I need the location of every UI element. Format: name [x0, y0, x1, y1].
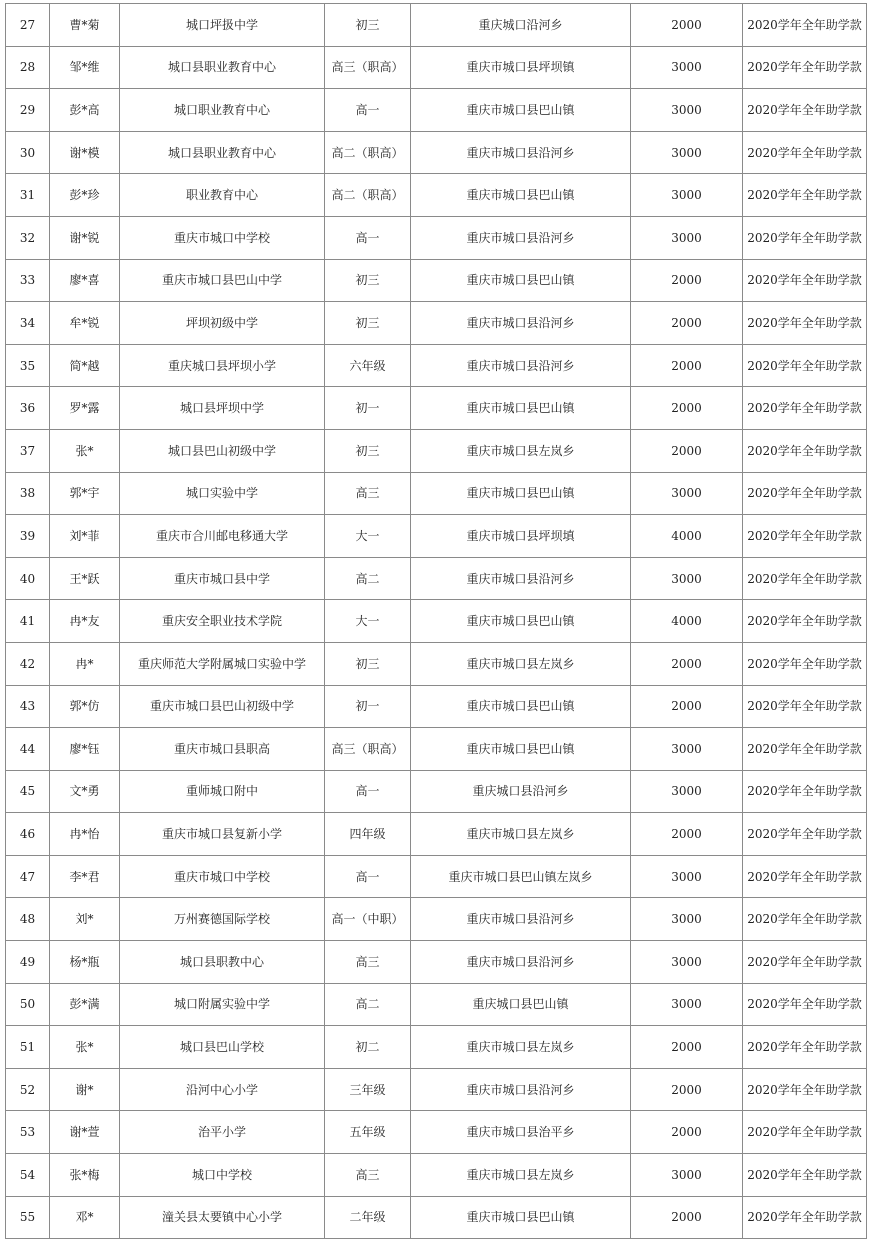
school-cell: 重师城口附中 — [120, 770, 325, 813]
row-number-cell: 46 — [6, 813, 50, 856]
recipient-name-cell: 刘*菲 — [50, 515, 120, 558]
recipient-name-cell: 张* — [50, 1026, 120, 1069]
grade-cell: 初三 — [325, 429, 411, 472]
recipient-name-cell: 曹*菊 — [50, 4, 120, 47]
row-number-cell: 55 — [6, 1196, 50, 1239]
row-number-cell: 47 — [6, 855, 50, 898]
grant-type-cell: 2020学年全年助学款 — [743, 557, 867, 600]
grade-cell: 高一 — [325, 855, 411, 898]
address-cell: 重庆市城口县左岚乡 — [411, 1026, 631, 1069]
grade-cell: 高三 — [325, 472, 411, 515]
recipient-name-cell: 文*勇 — [50, 770, 120, 813]
grade-cell: 四年级 — [325, 813, 411, 856]
table-row — [6, 600, 867, 643]
table-row — [6, 941, 867, 984]
row-number-cell: 44 — [6, 728, 50, 771]
school-cell: 城口县巴山初级中学 — [120, 429, 325, 472]
table-row — [6, 898, 867, 941]
address-cell: 重庆市城口县巴山镇 — [411, 174, 631, 217]
school-cell: 重庆市合川邮电移通大学 — [120, 515, 325, 558]
table-row — [6, 557, 867, 600]
recipient-name-cell: 廖*钰 — [50, 728, 120, 771]
row-number-cell: 39 — [6, 515, 50, 558]
school-cell: 重庆安全职业技术学院 — [120, 600, 325, 643]
amount-cell: 3000 — [631, 898, 743, 941]
recipient-name-cell: 谢*模 — [50, 131, 120, 174]
grade-cell: 初三 — [325, 4, 411, 47]
row-number-cell: 51 — [6, 1026, 50, 1069]
school-cell: 城口职业教育中心 — [120, 89, 325, 132]
grant-type-cell: 2020学年全年助学款 — [743, 46, 867, 89]
amount-cell: 2000 — [631, 1026, 743, 1069]
table-row — [6, 302, 867, 345]
table-row — [6, 855, 867, 898]
address-cell: 重庆市城口县左岚乡 — [411, 813, 631, 856]
recipient-name-cell: 张*梅 — [50, 1154, 120, 1197]
recipient-name-cell: 牟*锐 — [50, 302, 120, 345]
school-cell: 城口实验中学 — [120, 472, 325, 515]
table-row — [6, 46, 867, 89]
address-cell: 重庆市城口县沿河乡 — [411, 557, 631, 600]
grant-type-cell: 2020学年全年助学款 — [743, 1154, 867, 1197]
grade-cell: 高三（职高） — [325, 46, 411, 89]
address-cell: 重庆市城口县沿河乡 — [411, 941, 631, 984]
amount-cell: 3000 — [631, 46, 743, 89]
grant-type-cell: 2020学年全年助学款 — [743, 1026, 867, 1069]
row-number-cell: 49 — [6, 941, 50, 984]
address-cell: 重庆市城口县巴山镇 — [411, 89, 631, 132]
table-row — [6, 259, 867, 302]
table-row — [6, 642, 867, 685]
table-row — [6, 1154, 867, 1197]
table-row — [6, 216, 867, 259]
amount-cell: 3000 — [631, 941, 743, 984]
row-number-cell: 29 — [6, 89, 50, 132]
school-cell: 城口附属实验中学 — [120, 983, 325, 1026]
recipient-name-cell: 冉* — [50, 642, 120, 685]
grade-cell: 高三 — [325, 941, 411, 984]
school-cell: 城口坪扱中学 — [120, 4, 325, 47]
grade-cell: 二年级 — [325, 1196, 411, 1239]
grade-cell: 大一 — [325, 515, 411, 558]
address-cell: 重庆城口县沿河乡 — [411, 770, 631, 813]
amount-cell: 3000 — [631, 855, 743, 898]
grant-type-cell: 2020学年全年助学款 — [743, 429, 867, 472]
address-cell: 重庆市城口县巴山镇左岚乡 — [411, 855, 631, 898]
recipient-name-cell: 刘* — [50, 898, 120, 941]
school-cell: 城口县职教中心 — [120, 941, 325, 984]
amount-cell: 2000 — [631, 1068, 743, 1111]
amount-cell: 2000 — [631, 387, 743, 430]
amount-cell: 2000 — [631, 685, 743, 728]
amount-cell: 2000 — [631, 429, 743, 472]
recipient-name-cell: 罗*露 — [50, 387, 120, 430]
school-cell: 重庆师范大学附属城口实验中学 — [120, 642, 325, 685]
grade-cell: 高三（职高） — [325, 728, 411, 771]
grant-type-cell: 2020学年全年助学款 — [743, 642, 867, 685]
address-cell: 重庆市城口县沿河乡 — [411, 344, 631, 387]
amount-cell: 2000 — [631, 344, 743, 387]
recipient-name-cell: 郭*宇 — [50, 472, 120, 515]
amount-cell: 3000 — [631, 131, 743, 174]
amount-cell: 3000 — [631, 216, 743, 259]
amount-cell: 3000 — [631, 472, 743, 515]
recipient-name-cell: 谢*萱 — [50, 1111, 120, 1154]
school-cell: 城口县职业教育中心 — [120, 46, 325, 89]
row-number-cell: 40 — [6, 557, 50, 600]
table-row — [6, 429, 867, 472]
school-cell: 潼关县太要镇中心小学 — [120, 1196, 325, 1239]
grade-cell: 高二 — [325, 983, 411, 1026]
grant-type-cell: 2020学年全年助学款 — [743, 4, 867, 47]
school-cell: 职业教育中心 — [120, 174, 325, 217]
school-cell: 重庆市城口县职高 — [120, 728, 325, 771]
grade-cell: 高二（职高） — [325, 131, 411, 174]
address-cell: 重庆市城口县左岚乡 — [411, 429, 631, 472]
recipient-name-cell: 简*越 — [50, 344, 120, 387]
grant-recipient-table — [5, 3, 867, 1239]
row-number-cell: 41 — [6, 600, 50, 643]
address-cell: 重庆市城口县坪坝镇 — [411, 46, 631, 89]
grant-type-cell: 2020学年全年助学款 — [743, 898, 867, 941]
grade-cell: 高一 — [325, 770, 411, 813]
table-row — [6, 387, 867, 430]
address-cell: 重庆市城口县坪坝填 — [411, 515, 631, 558]
recipient-name-cell: 谢* — [50, 1068, 120, 1111]
grant-type-cell: 2020学年全年助学款 — [743, 89, 867, 132]
table-row — [6, 1111, 867, 1154]
school-cell: 重庆城口县坪坝小学 — [120, 344, 325, 387]
amount-cell: 2000 — [631, 302, 743, 345]
grade-cell: 高一（中职） — [325, 898, 411, 941]
table-row — [6, 728, 867, 771]
grant-type-cell: 2020学年全年助学款 — [743, 259, 867, 302]
address-cell: 重庆市城口县巴山镇 — [411, 600, 631, 643]
recipient-name-cell: 彭*满 — [50, 983, 120, 1026]
grant-type-cell: 2020学年全年助学款 — [743, 174, 867, 217]
grant-type-cell: 2020学年全年助学款 — [743, 472, 867, 515]
grant-type-cell: 2020学年全年助学款 — [743, 1111, 867, 1154]
recipient-name-cell: 廖*喜 — [50, 259, 120, 302]
recipient-name-cell: 彭*珍 — [50, 174, 120, 217]
row-number-cell: 33 — [6, 259, 50, 302]
grade-cell: 初三 — [325, 302, 411, 345]
grant-type-cell: 2020学年全年助学款 — [743, 941, 867, 984]
row-number-cell: 38 — [6, 472, 50, 515]
school-cell: 重庆市城口县中学 — [120, 557, 325, 600]
table-row — [6, 1196, 867, 1239]
row-number-cell: 37 — [6, 429, 50, 472]
table-body — [6, 4, 867, 1239]
school-cell: 城口县巴山学校 — [120, 1026, 325, 1069]
table-row — [6, 685, 867, 728]
address-cell: 重庆城口县巴山镇 — [411, 983, 631, 1026]
row-number-cell: 54 — [6, 1154, 50, 1197]
amount-cell: 2000 — [631, 642, 743, 685]
grade-cell: 五年级 — [325, 1111, 411, 1154]
recipient-name-cell: 冉*怡 — [50, 813, 120, 856]
recipient-name-cell: 谢*锐 — [50, 216, 120, 259]
table-row — [6, 472, 867, 515]
row-number-cell: 42 — [6, 642, 50, 685]
row-number-cell: 50 — [6, 983, 50, 1026]
grade-cell: 初三 — [325, 642, 411, 685]
grade-cell: 高二（职高） — [325, 174, 411, 217]
table-row — [6, 1026, 867, 1069]
row-number-cell: 53 — [6, 1111, 50, 1154]
address-cell: 重庆市城口县治平乡 — [411, 1111, 631, 1154]
recipient-name-cell: 邓* — [50, 1196, 120, 1239]
amount-cell: 4000 — [631, 600, 743, 643]
address-cell: 重庆市城口县巴山镇 — [411, 259, 631, 302]
row-number-cell: 30 — [6, 131, 50, 174]
address-cell: 重庆市城口县沿河乡 — [411, 131, 631, 174]
school-cell: 重庆市城口中学校 — [120, 216, 325, 259]
row-number-cell: 31 — [6, 174, 50, 217]
grant-type-cell: 2020学年全年助学款 — [743, 387, 867, 430]
grant-type-cell: 2020学年全年助学款 — [743, 685, 867, 728]
row-number-cell: 32 — [6, 216, 50, 259]
recipient-name-cell: 李*君 — [50, 855, 120, 898]
row-number-cell: 27 — [6, 4, 50, 47]
grade-cell: 初三 — [325, 259, 411, 302]
amount-cell: 4000 — [631, 515, 743, 558]
grant-type-cell: 2020学年全年助学款 — [743, 515, 867, 558]
grant-type-cell: 2020学年全年助学款 — [743, 1068, 867, 1111]
recipient-name-cell: 彭*高 — [50, 89, 120, 132]
table-row — [6, 983, 867, 1026]
grade-cell: 六年级 — [325, 344, 411, 387]
row-number-cell: 52 — [6, 1068, 50, 1111]
grade-cell: 高一 — [325, 89, 411, 132]
address-cell: 重庆市城口县巴山镇 — [411, 472, 631, 515]
address-cell: 重庆市城口县巴山镇 — [411, 685, 631, 728]
grant-type-cell: 2020学年全年助学款 — [743, 600, 867, 643]
amount-cell: 3000 — [631, 1154, 743, 1197]
school-cell: 沿河中心小学 — [120, 1068, 325, 1111]
amount-cell: 3000 — [631, 89, 743, 132]
grant-type-cell: 2020学年全年助学款 — [743, 770, 867, 813]
grant-type-cell: 2020学年全年助学款 — [743, 131, 867, 174]
address-cell: 重庆市城口县沿河乡 — [411, 216, 631, 259]
table-row — [6, 1068, 867, 1111]
grade-cell: 初二 — [325, 1026, 411, 1069]
address-cell: 重庆城口沿河乡 — [411, 4, 631, 47]
school-cell: 重庆市城口中学校 — [120, 855, 325, 898]
row-number-cell: 28 — [6, 46, 50, 89]
table-row — [6, 131, 867, 174]
document-page — [5, 3, 866, 1239]
amount-cell: 3000 — [631, 983, 743, 1026]
school-cell: 重庆市城口县巴山初级中学 — [120, 685, 325, 728]
row-number-cell: 34 — [6, 302, 50, 345]
table-row — [6, 174, 867, 217]
amount-cell: 3000 — [631, 770, 743, 813]
address-cell: 重庆市城口县沿河乡 — [411, 1068, 631, 1111]
address-cell: 重庆市城口县沿河乡 — [411, 302, 631, 345]
amount-cell: 3000 — [631, 557, 743, 600]
row-number-cell: 35 — [6, 344, 50, 387]
table-row — [6, 813, 867, 856]
address-cell: 重庆市城口县沿河乡 — [411, 898, 631, 941]
recipient-name-cell: 张* — [50, 429, 120, 472]
grant-type-cell: 2020学年全年助学款 — [743, 855, 867, 898]
address-cell: 重庆市城口县左岚乡 — [411, 642, 631, 685]
grade-cell: 高二 — [325, 557, 411, 600]
amount-cell: 2000 — [631, 1111, 743, 1154]
table-row — [6, 89, 867, 132]
grant-type-cell: 2020学年全年助学款 — [743, 344, 867, 387]
address-cell: 重庆市城口县巴山镇 — [411, 387, 631, 430]
table-row — [6, 344, 867, 387]
row-number-cell: 45 — [6, 770, 50, 813]
grant-type-cell: 2020学年全年助学款 — [743, 302, 867, 345]
row-number-cell: 43 — [6, 685, 50, 728]
grant-type-cell: 2020学年全年助学款 — [743, 1196, 867, 1239]
school-cell: 万州赛德国际学校 — [120, 898, 325, 941]
grant-type-cell: 2020学年全年助学款 — [743, 216, 867, 259]
table-row — [6, 515, 867, 558]
grade-cell: 初一 — [325, 387, 411, 430]
school-cell: 重庆市城口县复新小学 — [120, 813, 325, 856]
recipient-name-cell: 王*跃 — [50, 557, 120, 600]
recipient-name-cell: 郭*仿 — [50, 685, 120, 728]
grant-type-cell: 2020学年全年助学款 — [743, 813, 867, 856]
address-cell: 重庆市城口县左岚乡 — [411, 1154, 631, 1197]
grade-cell: 三年级 — [325, 1068, 411, 1111]
grade-cell: 初一 — [325, 685, 411, 728]
address-cell: 重庆市城口县巴山镇 — [411, 1196, 631, 1239]
school-cell: 治平小学 — [120, 1111, 325, 1154]
grant-type-cell: 2020学年全年助学款 — [743, 983, 867, 1026]
school-cell: 重庆市城口县巴山中学 — [120, 259, 325, 302]
recipient-name-cell: 冉*友 — [50, 600, 120, 643]
recipient-name-cell: 杨*瓶 — [50, 941, 120, 984]
amount-cell: 3000 — [631, 728, 743, 771]
table-row — [6, 770, 867, 813]
amount-cell: 2000 — [631, 1196, 743, 1239]
row-number-cell: 36 — [6, 387, 50, 430]
school-cell: 城口中学校 — [120, 1154, 325, 1197]
table-row — [6, 4, 867, 47]
school-cell: 城口县坪坝中学 — [120, 387, 325, 430]
school-cell: 城口县职业教育中心 — [120, 131, 325, 174]
grade-cell: 高三 — [325, 1154, 411, 1197]
amount-cell: 2000 — [631, 4, 743, 47]
grade-cell: 大一 — [325, 600, 411, 643]
row-number-cell: 48 — [6, 898, 50, 941]
school-cell: 坪坝初级中学 — [120, 302, 325, 345]
recipient-name-cell: 邹*维 — [50, 46, 120, 89]
grant-type-cell: 2020学年全年助学款 — [743, 728, 867, 771]
amount-cell: 2000 — [631, 259, 743, 302]
amount-cell: 2000 — [631, 813, 743, 856]
address-cell: 重庆市城口县巴山镇 — [411, 728, 631, 771]
grade-cell: 高一 — [325, 216, 411, 259]
amount-cell: 3000 — [631, 174, 743, 217]
